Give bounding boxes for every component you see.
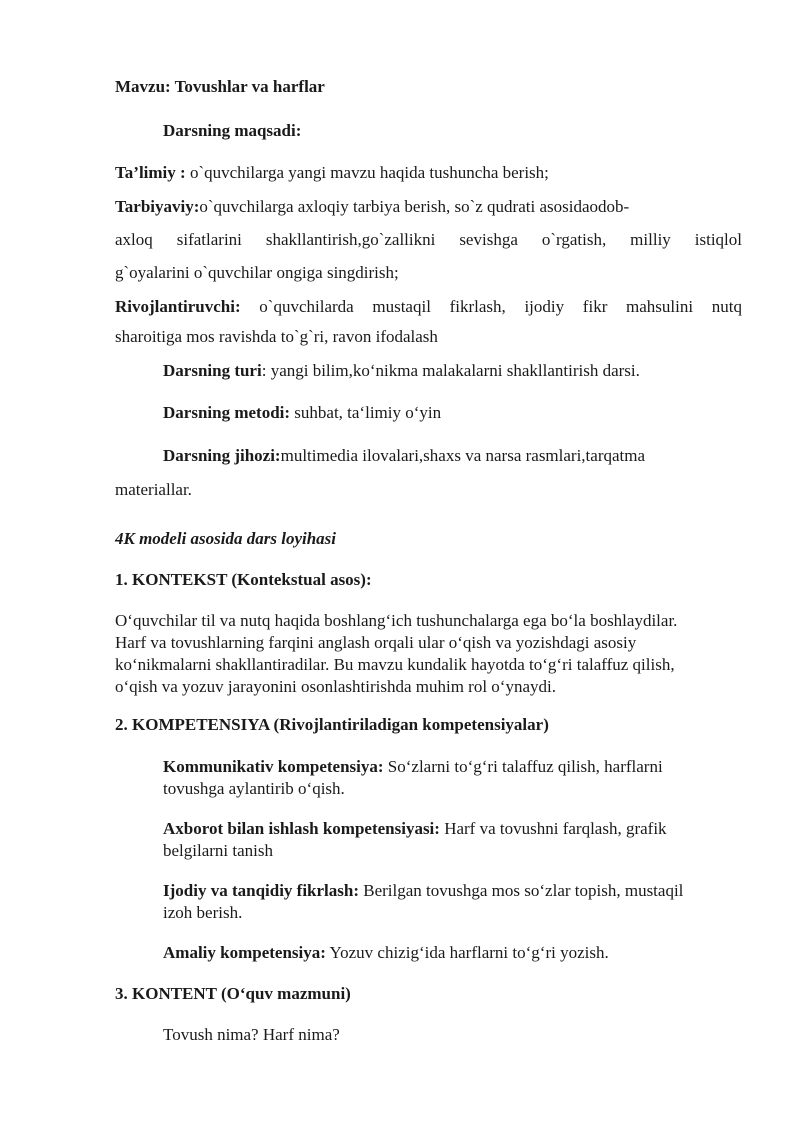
page-title: Mavzu: Tovushlar va harflar	[115, 77, 325, 96]
context-heading: 1. KONTEKST (Kontekstual asos):	[115, 570, 372, 589]
educational-goal	[115, 162, 549, 184]
competency-label: Amaliy kompetensiya:	[163, 943, 326, 962]
context-line-4: o‘qish va yozuv jarayonini osonlashtirishda muhim rol o‘ynaydi.	[115, 677, 556, 696]
competency-item-communicative-cont: tovushga aylantirib o‘qish.	[163, 779, 345, 798]
lesson-equipment-label: Darsning jihozi:	[163, 446, 281, 465]
competency-item-creative-cont: izoh berish.	[163, 903, 243, 922]
competency-item-information	[163, 818, 667, 840]
lesson-type	[163, 360, 640, 382]
lesson-type-label: Darsning turi	[163, 361, 262, 380]
developmental-goal-text-1: o`quvchilarda mustaqil fikrlash, ijodiy fikr mahsulini nutq	[240, 297, 742, 316]
competency-item-practical	[163, 942, 609, 964]
competency-item-communicative	[163, 756, 663, 778]
context-line-1: O‘quvchilar til va nutq haqida boshlang‘ich tushunchalarga ega bo‘la boshlaydilar.	[115, 611, 678, 630]
content-text: Tovush nima? Harf nima?	[163, 1025, 340, 1044]
model-heading: 4K modeli asosida dars loyihasi	[115, 529, 337, 548]
developmental-goal-line1	[115, 296, 742, 318]
competency-label: Kommunikativ kompetensiya:	[163, 757, 384, 776]
educational-goal-label: Ta’limiy :	[115, 163, 186, 182]
context-line-2: Harf va tovushlarning farqini anglash orqali ular o‘qish va yozishdagi asosiy	[115, 633, 637, 652]
educational-goal-text: o`quvchilarga yangi mavzu haqida tushuncha berish;	[185, 163, 549, 182]
lesson-method-text: suhbat, ta‘limiy o‘yin	[290, 403, 442, 422]
competency-text: So‘zlarni to‘g‘ri talaffuz qilish, harflarni	[383, 757, 663, 776]
upbringing-goal-line3: g`oyalarini o`quvchilar ongiga singdirish;	[115, 263, 399, 282]
developmental-goal-line2: sharoitiga mos ravishda to`g`ri, ravon ifodalash	[115, 327, 438, 346]
lesson-equipment-line2: materiallar.	[115, 480, 192, 499]
competency-label: Ijodiy va tanqidiy fikrlash:	[163, 881, 360, 900]
upbringing-goal-line2: axloq sifatlarini shakllantirish,go`zallikni sevishga o`rgatish, milliy istiqlol	[115, 230, 742, 249]
lesson-equipment-line1	[163, 445, 645, 467]
lesson-method	[163, 402, 441, 424]
competency-item-information-cont: belgilarni tanish	[163, 841, 274, 860]
competency-label: Axborot bilan ishlash kompetensiyasi:	[163, 819, 440, 838]
competency-heading: 2. KOMPETENSIYA (Rivojlantiriladigan kompetensiyalar)	[115, 715, 549, 734]
content-heading: 3. KONTENT (O‘quv mazmuni)	[115, 984, 351, 1003]
context-line-3: ko‘nikmalarni shakllantiradilar. Bu mavzu kundalik hayotda to‘g‘ri talaffuz qilish,	[115, 655, 675, 674]
lesson-method-label: Darsning metodi:	[163, 403, 291, 422]
goals-heading: Darsning maqsadi:	[163, 121, 302, 140]
upbringing-goal-label: Tarbiyaviy:	[115, 197, 200, 216]
developmental-goal-label: Rivojlantiruvchi:	[115, 297, 241, 316]
lesson-type-text: : yangi bilim,ko‘nikma malakalarni shakllantirish darsi.	[261, 361, 640, 380]
competency-text: Berilgan tovushga mos so‘zlar topish, mustaqil	[359, 881, 684, 900]
lesson-equipment-text-1: multimedia ilovalari,shaxs va narsa rasmlari,tarqatma	[280, 446, 646, 465]
competency-text: Harf va tovushni farqlash, grafik	[439, 819, 667, 838]
competency-text: Yozuv chizig‘ida harflarni to‘g‘ri yozish.	[325, 943, 609, 962]
upbringing-goal-line1	[115, 196, 629, 218]
competency-item-creative	[163, 880, 683, 902]
upbringing-goal-text-1: o`quvchilarga axloqiy tarbiya berish, so`z qudrati asosidaodob-	[199, 197, 630, 216]
